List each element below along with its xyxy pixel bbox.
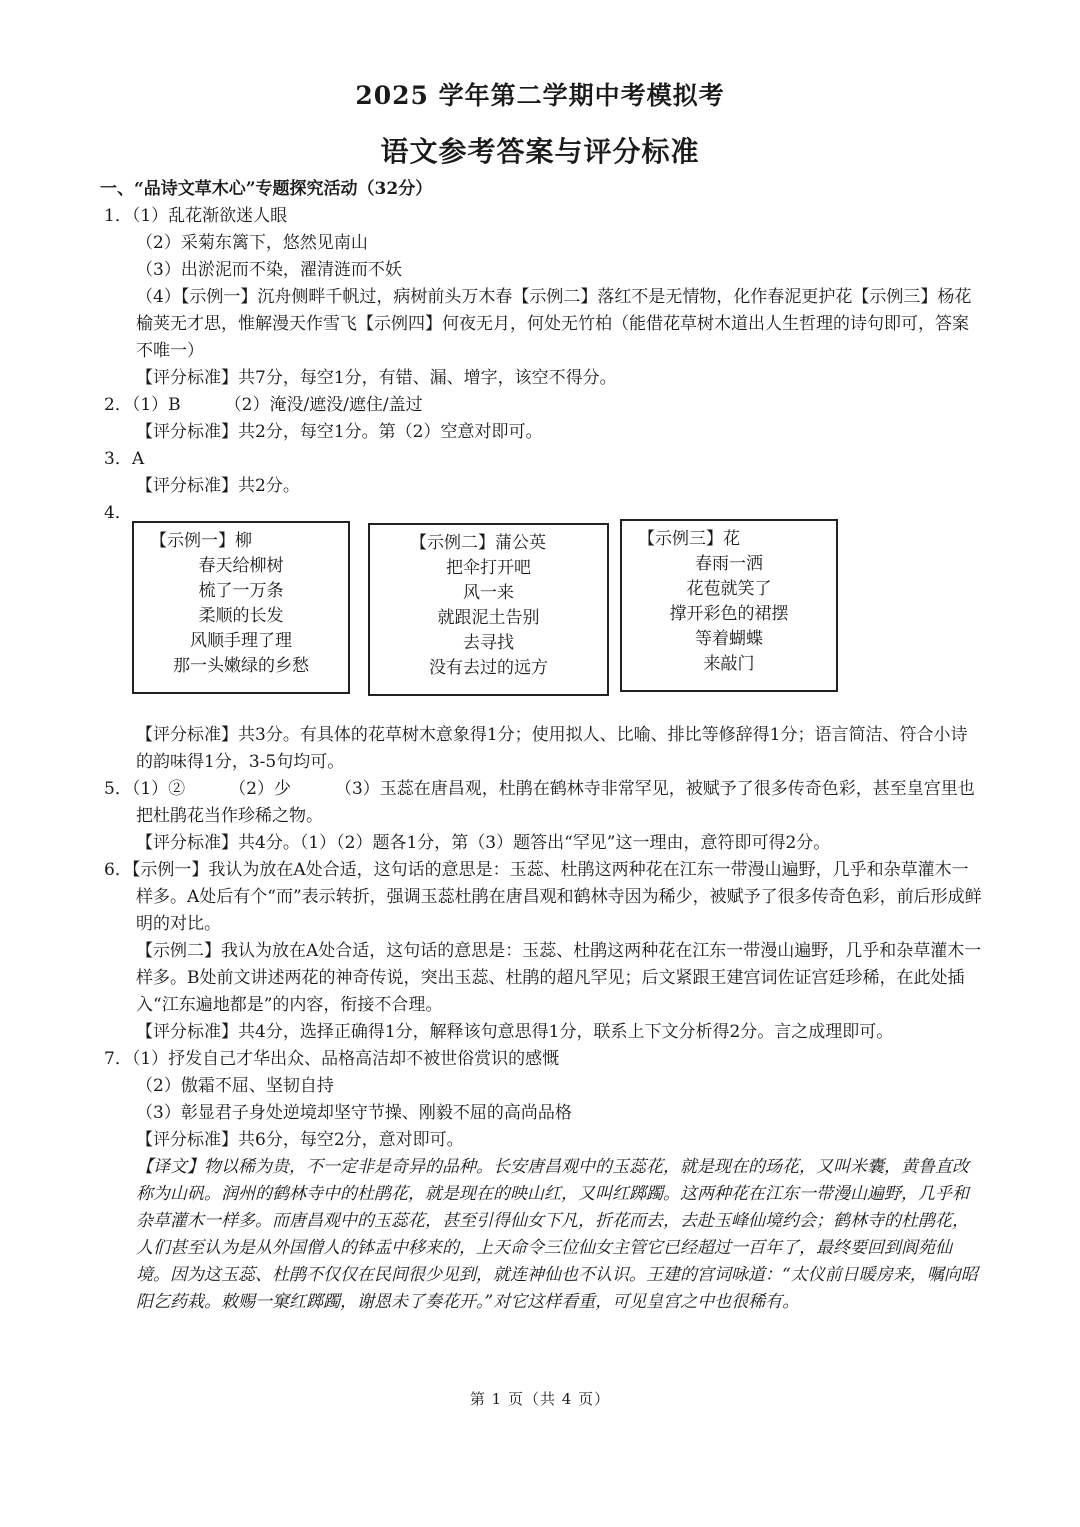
q6-example-1: 6．【示例一】我认为放在A处合适，这句话的意思是：玉蕊、杜鹃这两种花在江东一带漫山遍野，几乎和杂草灌木一样多。A处后有个“而”表示转折，强调玉蕊杜鹃在唐昌观和鹤林寺因为稀少，被赋予了很多传奇色彩，前后形成鲜明的对比。 xyxy=(104,860,982,934)
q7-scoring: 【评分标准】共6分，每空2分，意对即可。 xyxy=(136,1130,464,1150)
poem-box-3 xyxy=(620,519,838,692)
q7-answer-1: 7．（1）抒发自己才华出众、品格高洁却不被世俗赏识的感慨 xyxy=(104,1049,560,1069)
q2-answer-2: （2）淹没/遮没/遮住/盖过 xyxy=(224,395,423,415)
q5-scoring: 【评分标准】共4分。（1）（2）题各1分，第（3）题答出“罕见”这一理由，意符即可得2分。 xyxy=(136,833,831,853)
q7-answer-2: （2）傲霜不屈、坚韧自持 xyxy=(136,1076,334,1096)
answer-content xyxy=(100,176,984,1316)
poem-box-2 xyxy=(368,523,609,696)
poem-1-line: 风顺手理了理 xyxy=(190,631,292,651)
q5-answers xyxy=(104,776,984,830)
q5-answer-3: （3）玉蕊在唐昌观，杜鹃在鹤林寺非常罕见，被赋予了很多传奇色彩，甚至皇宫里也把杜鹃花当作珍稀之物。 xyxy=(136,779,975,826)
poem-2-line: 去寻找 xyxy=(463,633,514,653)
q4-example-boxes xyxy=(104,527,984,722)
poem-1-line: 梳了一万条 xyxy=(198,581,284,601)
section-heading: 一、“品诗文草木心”专题探究活动（32分） xyxy=(100,179,433,199)
document-title: 语文参考答案与评分标准 xyxy=(380,135,700,168)
q3-scoring: 【评分标准】共2分。 xyxy=(136,476,300,496)
poem-3-line: 撑开彩色的裙摆 xyxy=(669,604,789,624)
q7-answer-3: （3）彰显君子身处逆境却坚守节操、刚毅不屈的高尚品格 xyxy=(136,1103,572,1123)
poem-3-line: 花苞就笑了 xyxy=(686,579,772,599)
q2-answer-1: 2．（1）B xyxy=(104,395,181,415)
poem-2-line: 风一来 xyxy=(463,583,514,603)
poem-3-line: 春雨一洒 xyxy=(695,554,763,574)
poem-2-line: 就跟泥土告别 xyxy=(437,608,540,628)
q3-answer: 3．A xyxy=(104,449,145,469)
poem-3-line: 来敲门 xyxy=(703,654,755,674)
poem-1-line: 春天给柳树 xyxy=(198,556,284,576)
q2-scoring: 【评分标准】共2分，每空1分。第（2）空意对即可。 xyxy=(136,422,543,442)
q5-answer-1: 5．（1）② xyxy=(104,779,186,799)
poem-3-heading: 【示例三】花 xyxy=(638,529,740,549)
poem-1-heading: 【示例一】柳 xyxy=(150,531,252,551)
translation-text: 【译文】物以稀为贵，不一定非是奇异的品种。长安唐昌观中的玉蕊花，就是现在的玚花，又叫米囊，黄鲁直改称为山矾。润州的鹤林寺中的杜鹃花，就是现在的映山红，又叫红踯躅。这两种花在江东一带漫山遍野，几乎和杂草灌木一样多。而唐昌观中的玉蕊花，甚至引得仙女下凡，折花而去，去赴玉峰仙境约会；鹤林寺的杜鹃花，人们甚至认为是从外国僧人的钵盂中移来的，上天命令三位仙女主管它已经超过一百年了，最终要回到阆苑仙境。因为这玉蕊、杜鹃不仅仅在民间很少见到，就连神仙也不认识。王建的宫词咏道：“太仪前日暖房来，嘱向昭阳乞药栽。敕赐一窠红踯躅，谢恩未了奏花开。”对它这样看重，可见皇宫之中也很稀有。 xyxy=(136,1157,978,1312)
exam-title: 2025 学年第二学期中考模拟考 xyxy=(355,81,725,110)
poem-box-1 xyxy=(132,521,350,694)
poem-2-heading: 【示例二】蒲公英 xyxy=(410,533,546,553)
poem-2-line: 没有去过的远方 xyxy=(429,658,548,678)
q5-answer-2: （2）少 xyxy=(229,779,291,799)
page-number: 第 1 页（共 4 页） xyxy=(469,1390,611,1408)
poem-3-line: 等着蝴蝶 xyxy=(695,629,763,649)
poem-1-line: 柔顺的长发 xyxy=(198,606,284,626)
q1-scoring: 【评分标准】共7分，每空1分，有错、漏、增字，该空不得分。 xyxy=(136,368,617,388)
q1-answer-2: （2）采菊东篱下，悠然见南山 xyxy=(136,233,368,253)
q1-answer-3: （3）出淤泥而不染，濯清涟而不妖 xyxy=(136,260,402,280)
q4-number: 4． xyxy=(104,503,132,523)
q1-answer-1: 1．（1）乱花渐欲迷人眼 xyxy=(104,206,288,226)
q2-answers xyxy=(104,392,984,419)
poem-2-line: 把伞打开吧 xyxy=(446,558,531,578)
q4-scoring: 【评分标准】共3分。有具体的花草树木意象得1分；使用拟人、比喻、排比等修辞得1分；语言简洁、符合小诗的韵味得1分，3-5句均可。 xyxy=(136,725,968,772)
poem-1-line: 那一头嫩绿的乡愁 xyxy=(173,656,309,676)
q1-answer-4: （4）【示例一】沉舟侧畔千帆过，病树前头万木春【示例二】落红不是无情物，化作春泥更护花【示例三】杨花榆荚无才思，惟解漫天作雪飞【示例四】何夜无月，何处无竹柏（能借花草树木道出人生哲理的诗句即可，答案不唯一） xyxy=(136,287,972,361)
q6-scoring: 【评分标准】共4分，选择正确得1分，解释该句意思得1分，联系上下文分析得2分。言之成理即可。 xyxy=(136,1022,894,1042)
q6-example-2: 【示例二】我认为放在A处合适，这句话的意思是：玉蕊、杜鹃这两种花在江东一带漫山遍野，几乎和杂草灌木一样多。B处前文讲述两花的神奇传说，突出玉蕊、杜鹃的超凡罕见；后文紧跟王建宫词佐证宫廷珍稀，在此处插入“江东遍地都是”的内容，衔接不合理。 xyxy=(136,941,982,1015)
